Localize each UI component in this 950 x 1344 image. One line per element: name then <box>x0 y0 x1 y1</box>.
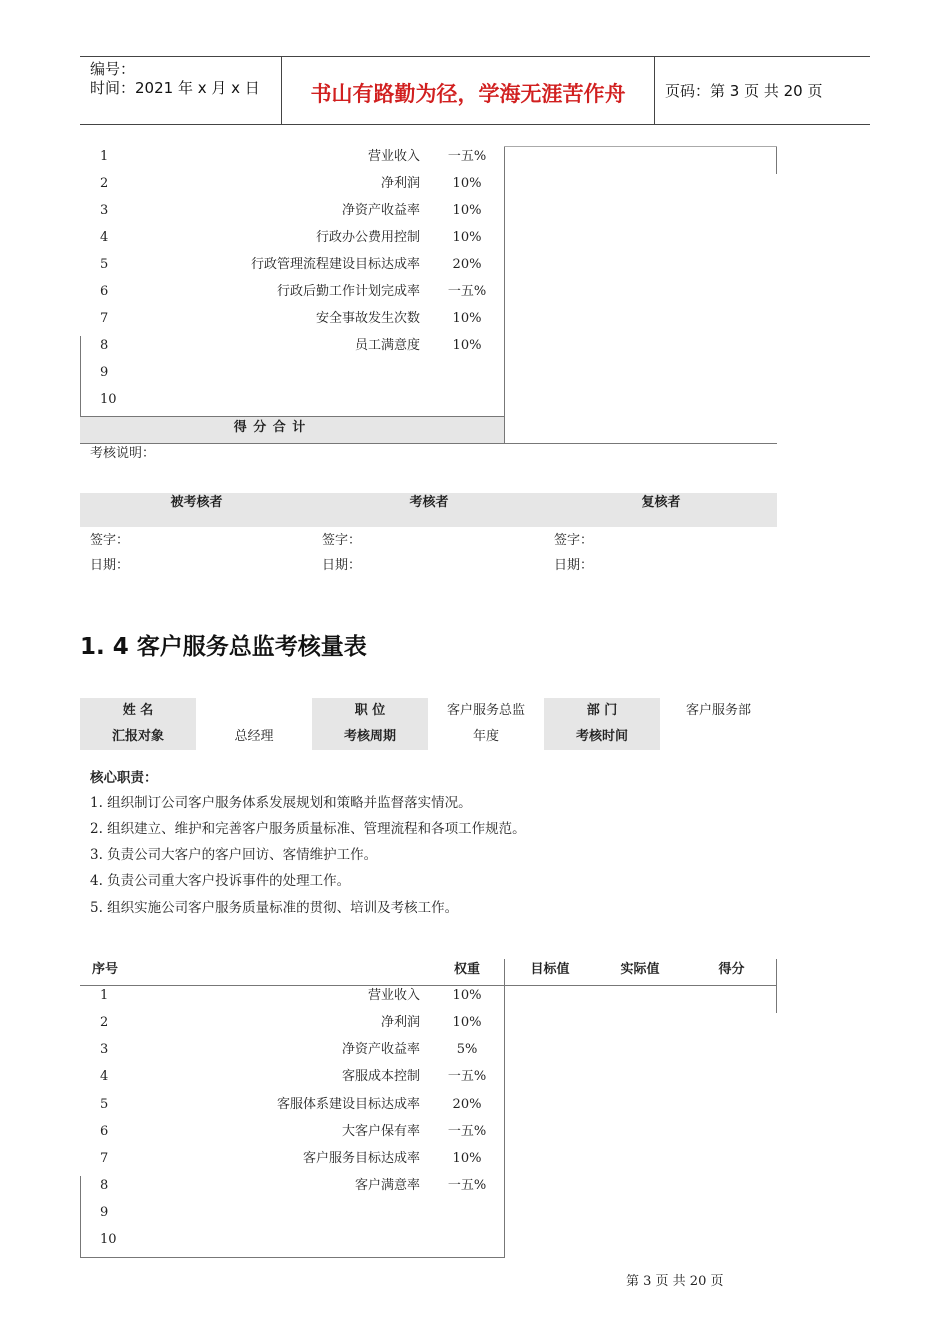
report-to-label: 汇报对象 <box>80 724 196 750</box>
row-number: 7 <box>100 1151 109 1166</box>
report-to-value: 总经理 <box>234 729 274 744</box>
header-top-rule <box>80 56 870 57</box>
assessment-time-value <box>660 724 777 750</box>
table-row <box>0 1118 950 1145</box>
position-value: 客户服务总监 <box>446 703 525 718</box>
list-item: 5. 组织实施公司客户服务质量标准的贯彻、培训及考核工作。 <box>90 900 459 916</box>
total-score-label: 得 分 合 计 <box>233 420 307 435</box>
table-row <box>0 197 950 224</box>
row-weight: 一五% <box>447 149 487 164</box>
period-value: 年度 <box>472 729 499 744</box>
row-weight: 10% <box>452 338 482 353</box>
row-number: 1 <box>100 149 109 164</box>
table-row <box>0 251 950 278</box>
row-number: 4 <box>100 230 109 245</box>
row-number: 2 <box>100 176 109 191</box>
table-row <box>0 278 950 305</box>
row-weight: 10% <box>452 176 482 191</box>
row-number: 6 <box>100 1124 109 1139</box>
row-weight: 10% <box>452 1015 482 1030</box>
table-row <box>0 1172 950 1199</box>
list-item: 1. 组织制订公司客户服务体系发展规划和策略并监督落实情况。 <box>90 795 472 811</box>
assessor-date-label: 日期： <box>322 558 362 573</box>
row-number: 8 <box>100 338 109 353</box>
row-number: 5 <box>100 257 109 272</box>
table-row <box>0 1226 950 1253</box>
row-item: 净资产收益率 <box>341 203 420 218</box>
table-row <box>0 1009 950 1036</box>
row-weight: 10% <box>452 311 482 326</box>
signature-col-reviewer: 复核者 <box>545 493 777 527</box>
table1-bottom-rule <box>80 443 777 444</box>
signature-col-assessee: 被考核者 <box>80 493 313 527</box>
assessee-sign-label: 签字： <box>90 533 130 548</box>
table-row <box>0 305 950 332</box>
row-item: 安全事故发生次数 <box>315 311 420 326</box>
position-label: 职 位 <box>312 698 428 724</box>
row-item: 客户服务目标达成率 <box>302 1151 420 1166</box>
row-item: 大客户保有率 <box>341 1124 420 1139</box>
header-page-number: 页码：第 3 页 共 20 页 <box>665 82 823 100</box>
header-divider-right <box>654 56 655 125</box>
table-row <box>0 1145 950 1172</box>
header-score: 得分 <box>718 962 745 977</box>
row-number: 8 <box>100 1178 109 1193</box>
row-number: 2 <box>100 1015 109 1030</box>
section-title: 1. 4 客户服务总监考核量表 <box>80 634 367 660</box>
table-row <box>0 1063 950 1090</box>
list-item: 2. 组织建立、维护和完善客户服务质量标准、管理流程和各项工作规范。 <box>90 821 526 837</box>
header-bottom-rule <box>80 124 870 125</box>
table1-total-row <box>80 417 504 443</box>
footer-page-number: 第 3 页 共 20 页 <box>626 1274 724 1289</box>
row-item: 净资产收益率 <box>341 1042 420 1057</box>
row-item: 行政办公费用控制 <box>315 230 420 245</box>
row-number: 3 <box>100 1042 109 1057</box>
row-number: 10 <box>100 1232 117 1247</box>
row-item: 客户满意率 <box>354 1178 420 1193</box>
table-row <box>0 1091 950 1118</box>
row-number: 10 <box>100 392 117 407</box>
row-number: 5 <box>100 1097 109 1112</box>
row-item: 行政后勤工作计划完成率 <box>276 284 420 299</box>
row-weight: 一五% <box>447 1069 487 1084</box>
header-weight: 权重 <box>453 962 480 977</box>
row-weight: 5% <box>456 1042 478 1057</box>
signature-col-assessor: 考核者 <box>313 493 545 527</box>
list-item: 3. 负责公司大客户的客户回访、客情维护工作。 <box>90 847 378 863</box>
department-label: 部 门 <box>544 698 660 724</box>
row-weight: 10% <box>452 230 482 245</box>
assessment-time-label: 考核时间 <box>544 724 660 750</box>
row-weight: 20% <box>452 1097 482 1112</box>
row-number: 7 <box>100 311 109 326</box>
row-number: 3 <box>100 203 109 218</box>
row-number: 4 <box>100 1069 109 1084</box>
row-item: 行政管理流程建设目标达成率 <box>250 257 420 272</box>
row-number: 1 <box>100 988 109 1003</box>
table-row <box>0 359 950 386</box>
reviewer-sign-label: 签字： <box>554 533 594 548</box>
reviewer-date-label: 日期： <box>554 558 594 573</box>
table-row <box>0 1199 950 1226</box>
period-label: 考核周期 <box>312 724 428 750</box>
header-target: 目标值 <box>530 962 570 977</box>
name-label: 姓 名 <box>80 698 196 724</box>
table-row <box>0 982 950 1009</box>
row-weight: 20% <box>452 257 482 272</box>
row-item: 客服体系建设目标达成率 <box>276 1097 420 1112</box>
header-number: 序号 <box>91 962 118 977</box>
row-weight: 10% <box>452 988 482 1003</box>
table2-bottom-rule <box>80 1257 505 1258</box>
row-number: 9 <box>100 1205 109 1220</box>
assessor-sign-label: 签字： <box>322 533 362 548</box>
list-item: 4. 负责公司重大客户投诉事件的处理工作。 <box>90 873 351 889</box>
row-weight: 一五% <box>447 284 487 299</box>
row-item: 净利润 <box>380 1015 420 1030</box>
table-row <box>0 170 950 197</box>
table-row <box>0 143 950 170</box>
row-number: 6 <box>100 284 109 299</box>
assessee-date-label: 日期： <box>90 558 130 573</box>
table-row <box>0 224 950 251</box>
header-time-label: 时间：2021 年 x 月 x 日 <box>90 79 260 97</box>
row-number: 9 <box>100 365 109 380</box>
row-item: 员工满意度 <box>354 338 420 353</box>
department-value: 客户服务部 <box>685 703 751 718</box>
table-row <box>0 386 950 413</box>
header-meta <box>90 60 260 98</box>
table-row <box>0 332 950 359</box>
assessment-note-label: 考核说明： <box>90 446 156 461</box>
name-value <box>196 698 312 724</box>
row-item: 营业收入 <box>367 988 420 1003</box>
header-code-label: 编号： <box>90 60 136 78</box>
row-item: 净利润 <box>380 176 420 191</box>
row-weight: 10% <box>452 1151 482 1166</box>
table-row <box>0 1036 950 1063</box>
row-weight: 一五% <box>447 1124 487 1139</box>
row-item: 营业收入 <box>367 149 420 164</box>
header-actual: 实际值 <box>620 962 660 977</box>
row-item: 客服成本控制 <box>341 1069 420 1084</box>
row-weight: 一五% <box>447 1178 487 1193</box>
row-weight: 10% <box>452 203 482 218</box>
header-motto: 书山有路勤为径，学海无涯苦作舟 <box>310 82 626 106</box>
duties-title: 核心职责： <box>90 770 158 786</box>
